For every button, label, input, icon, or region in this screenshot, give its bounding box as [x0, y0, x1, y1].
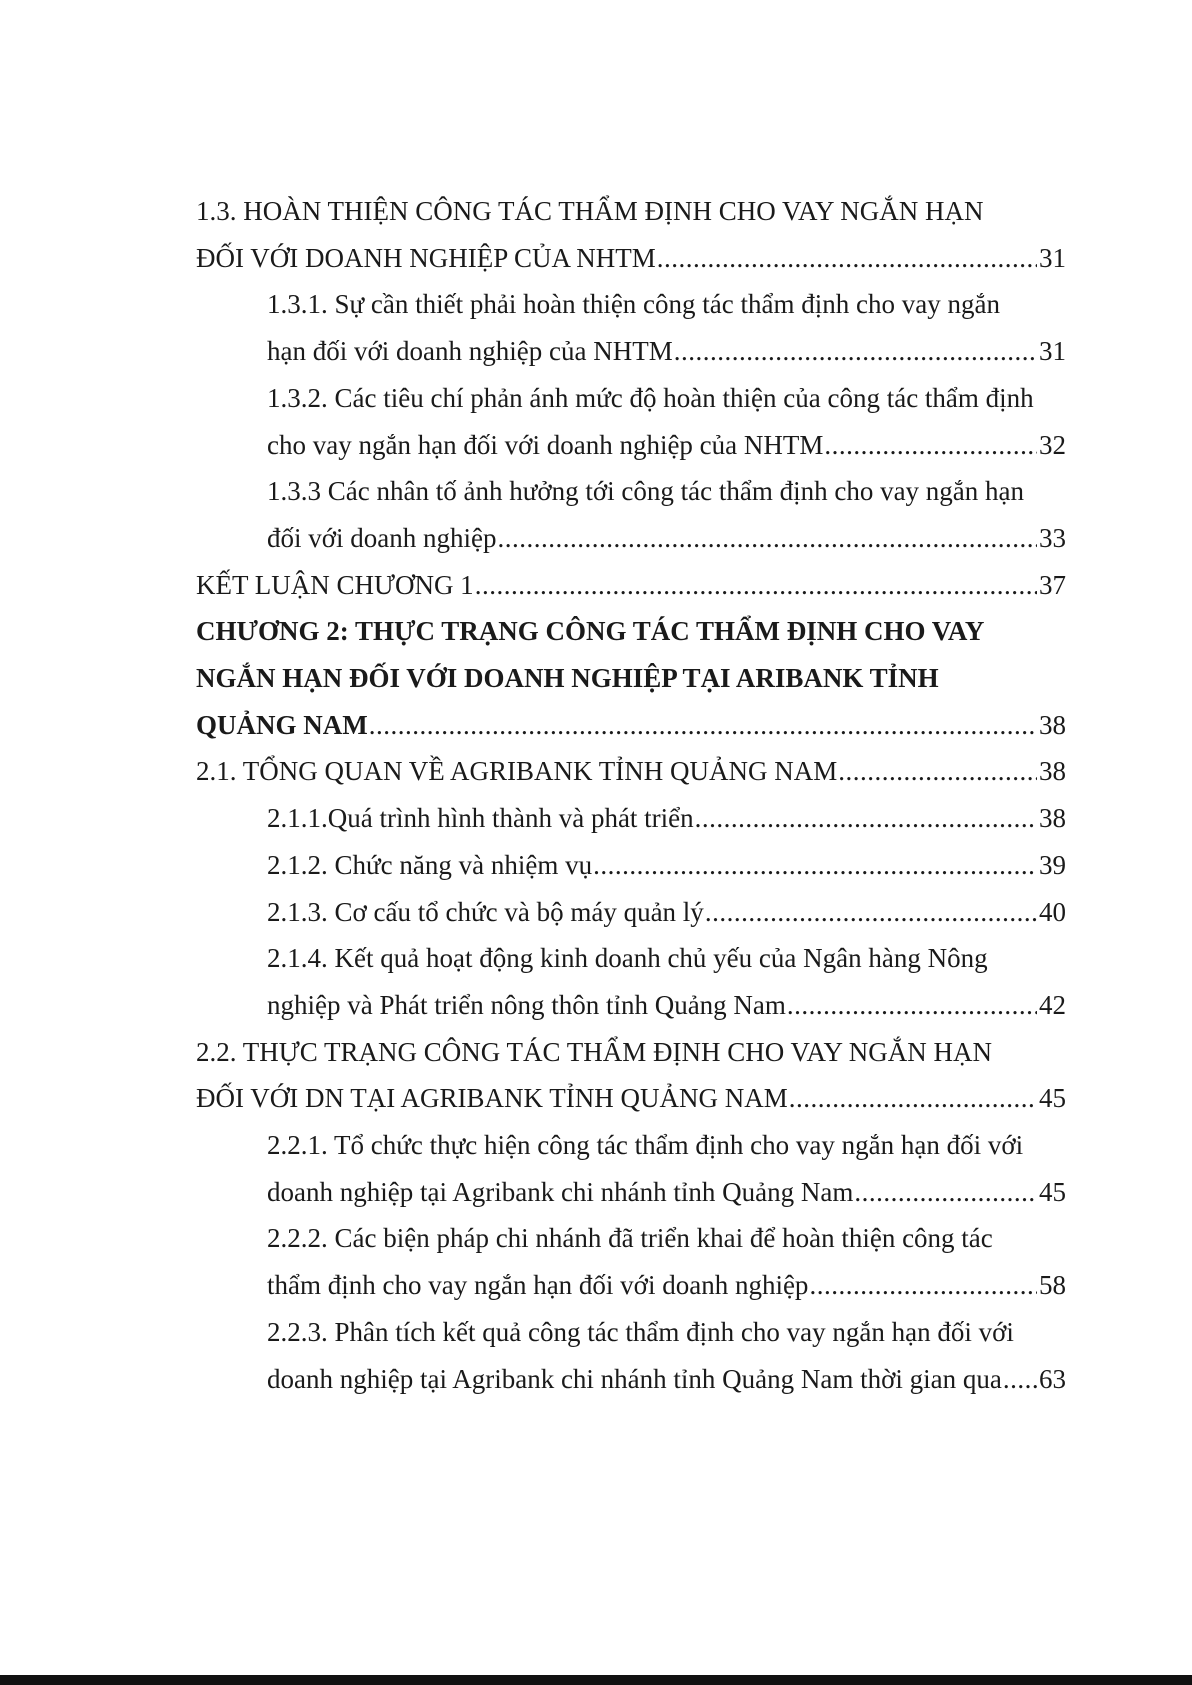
- toc-entry-title-line: cho vay ngắn hạn đối với doanh nghiệp của NHTM: [267, 429, 824, 460]
- toc-entry-title-line: doanh nghiệp tại Agribank chi nhánh tỉnh Quảng Nam: [267, 1176, 854, 1207]
- toc-entry-2-2-2[interactable]: [196, 1215, 1066, 1308]
- toc-page-number: 31: [1039, 336, 1066, 367]
- toc-entry-2-1-3[interactable]: [196, 889, 1066, 936]
- toc-entry-last-line: [267, 982, 1066, 1029]
- table-of-contents: [196, 188, 1066, 1402]
- dot-leader: [695, 795, 1037, 842]
- toc-entry-2-1-1[interactable]: [196, 795, 1066, 842]
- toc-entry-title-line: 1.3. HOÀN THIỆN CÔNG TÁC THẨM ĐỊNH CHO VAY NGẮN HẠN: [196, 196, 984, 226]
- toc-entry-last-line: [267, 515, 1066, 562]
- toc-page-number: 38: [1039, 709, 1066, 740]
- toc-entry-1-3-3[interactable]: [196, 468, 1066, 561]
- toc-entry-title-line: 1.3.2. Các tiêu chí phản ánh mức độ hoàn thiện của công tác thẩm định: [267, 382, 1034, 413]
- toc-page-number: 45: [1039, 1176, 1066, 1207]
- page-bottom-border: [0, 1675, 1192, 1685]
- toc-entry-chuong-2[interactable]: [196, 608, 1066, 748]
- toc-entry-last-line: [267, 842, 1066, 889]
- toc-entry-2-2-3[interactable]: [196, 1309, 1066, 1402]
- toc-entry-title-line: 2.2.3. Phân tích kết quả công tác thẩm định cho vay ngắn hạn đối với: [267, 1316, 1014, 1347]
- toc-entry-title-line: đối với doanh nghiệp: [267, 522, 497, 553]
- toc-entry-last-line: [196, 235, 1066, 282]
- dot-leader: [657, 235, 1037, 282]
- toc-entry-title-line: 1.3.3 Các nhân tố ảnh hưởng tới công tác thẩm định cho vay ngắn hạn: [267, 476, 1025, 507]
- toc-entry-title-line: 2.1. TỔNG QUAN VỀ AGRIBANK TỈNH QUẢNG NAM: [196, 756, 838, 787]
- toc-page-number: 32: [1039, 429, 1066, 460]
- toc-page-number: 63: [1039, 1363, 1066, 1394]
- toc-entry-last-line: [267, 1356, 1066, 1403]
- toc-page-number: 33: [1039, 522, 1066, 553]
- dot-leader: [369, 702, 1037, 749]
- toc-entry-1-3[interactable]: [196, 188, 1066, 281]
- toc-entry-title-line: 2.1.2. Chức năng và nhiệm vụ: [267, 849, 593, 880]
- dot-leader: [809, 1262, 1037, 1309]
- dot-leader: [498, 515, 1038, 562]
- toc-entry-title-line: 2.1.3. Cơ cấu tổ chức và bộ máy quản lý: [267, 896, 704, 927]
- toc-page-number: 58: [1039, 1270, 1066, 1301]
- toc-entry-2-1-4[interactable]: [196, 935, 1066, 1028]
- toc-entry-title-line: thẩm định cho vay ngắn hạn đối với doanh nghiệp: [267, 1270, 809, 1301]
- toc-page-number: 31: [1039, 242, 1066, 273]
- toc-entry-title-line: ĐỐI VỚI DN TẠI AGRIBANK TỈNH QUẢNG NAM: [196, 1083, 788, 1114]
- toc-entry-title-line: NGẮN HẠN ĐỐI VỚI DOANH NGHIỆP TẠI ARIBANK TỈNH: [196, 663, 939, 694]
- toc-entry-title-line: QUẢNG NAM: [196, 709, 368, 740]
- toc-entry-last-line: [196, 748, 1066, 795]
- toc-page-number: 37: [1039, 569, 1066, 600]
- toc-entry-last-line: [267, 1169, 1066, 1216]
- toc-page-number: 38: [1039, 803, 1066, 834]
- toc-entry-title-line: 2.2. THỰC TRẠNG CÔNG TÁC THẨM ĐỊNH CHO VAY NGẮN HẠN: [196, 1036, 993, 1067]
- toc-entry-title-line: 1.3.1. Sự cần thiết phải hoàn thiện công tác thẩm định cho vay ngắn: [267, 289, 1000, 320]
- toc-entry-title-line: 2.1.1.Quá trình hình thành và phát triển: [267, 803, 694, 834]
- toc-entry-title-line: 2.2.1. Tổ chức thực hiện công tác thẩm định cho vay ngắn hạn đối với: [267, 1130, 1024, 1161]
- toc-entry-last-line: [267, 422, 1066, 469]
- toc-entry-title-line: CHƯƠNG 2: THỰC TRẠNG CÔNG TÁC THẨM ĐỊNH CHO VAY: [196, 616, 985, 647]
- dot-leader: [705, 889, 1037, 936]
- dot-leader: [674, 328, 1037, 375]
- toc-entry-2-1-2[interactable]: [196, 842, 1066, 889]
- toc-entry-last-line: [267, 889, 1066, 936]
- toc-page-number: 39: [1039, 849, 1066, 880]
- toc-entry-title-line: nghiệp và Phát triển nông thôn tỉnh Quảng Nam: [267, 989, 786, 1020]
- toc-entry-last-line: [267, 328, 1066, 375]
- toc-entry-2-1[interactable]: [196, 748, 1066, 795]
- toc-entry-1-3-2[interactable]: [196, 375, 1066, 468]
- toc-entry-title-line: 2.1.4. Kết quả hoạt động kinh doanh chủ yếu của Ngân hàng Nông: [267, 943, 988, 974]
- toc-page-number: 45: [1039, 1083, 1066, 1114]
- toc-entry-title-line: KẾT LUẬN CHƯƠNG 1: [196, 569, 474, 600]
- toc-page-number: 40: [1039, 896, 1066, 927]
- toc-page-number: 38: [1039, 756, 1066, 787]
- dot-leader: [789, 1075, 1037, 1122]
- toc-entry-title-line: doanh nghiệp tại Agribank chi nhánh tỉnh Quảng Nam thời gian qua: [267, 1363, 1002, 1394]
- toc-entry-last-line: [267, 1262, 1066, 1309]
- toc-entry-last-line: [267, 795, 1066, 842]
- toc-entry-last-line: [196, 702, 1066, 749]
- dot-leader: [787, 982, 1037, 1029]
- dot-leader: [854, 1169, 1037, 1216]
- dot-leader: [475, 562, 1037, 609]
- toc-entry-1-3-1[interactable]: [196, 281, 1066, 374]
- toc-entry-title-line: hạn đối với doanh nghiệp của NHTM: [267, 336, 673, 367]
- toc-entry-last-line: [196, 1075, 1066, 1122]
- dot-leader: [1003, 1356, 1037, 1403]
- toc-entry-title-line: ĐỐI VỚI DOANH NGHIỆP CỦA NHTM: [196, 242, 656, 273]
- toc-page-number: 42: [1039, 989, 1066, 1020]
- toc-entry-last-line: [196, 562, 1066, 609]
- dot-leader: [593, 842, 1037, 889]
- toc-entry-2-2-1[interactable]: [196, 1122, 1066, 1215]
- dot-leader: [838, 748, 1037, 795]
- toc-entry-2-2[interactable]: [196, 1029, 1066, 1122]
- toc-entry-title-line: 2.2.2. Các biện pháp chi nhánh đã triển khai để hoàn thiện công tác: [267, 1223, 993, 1254]
- toc-entry-ket-luan-1[interactable]: [196, 562, 1066, 609]
- dot-leader: [824, 422, 1037, 469]
